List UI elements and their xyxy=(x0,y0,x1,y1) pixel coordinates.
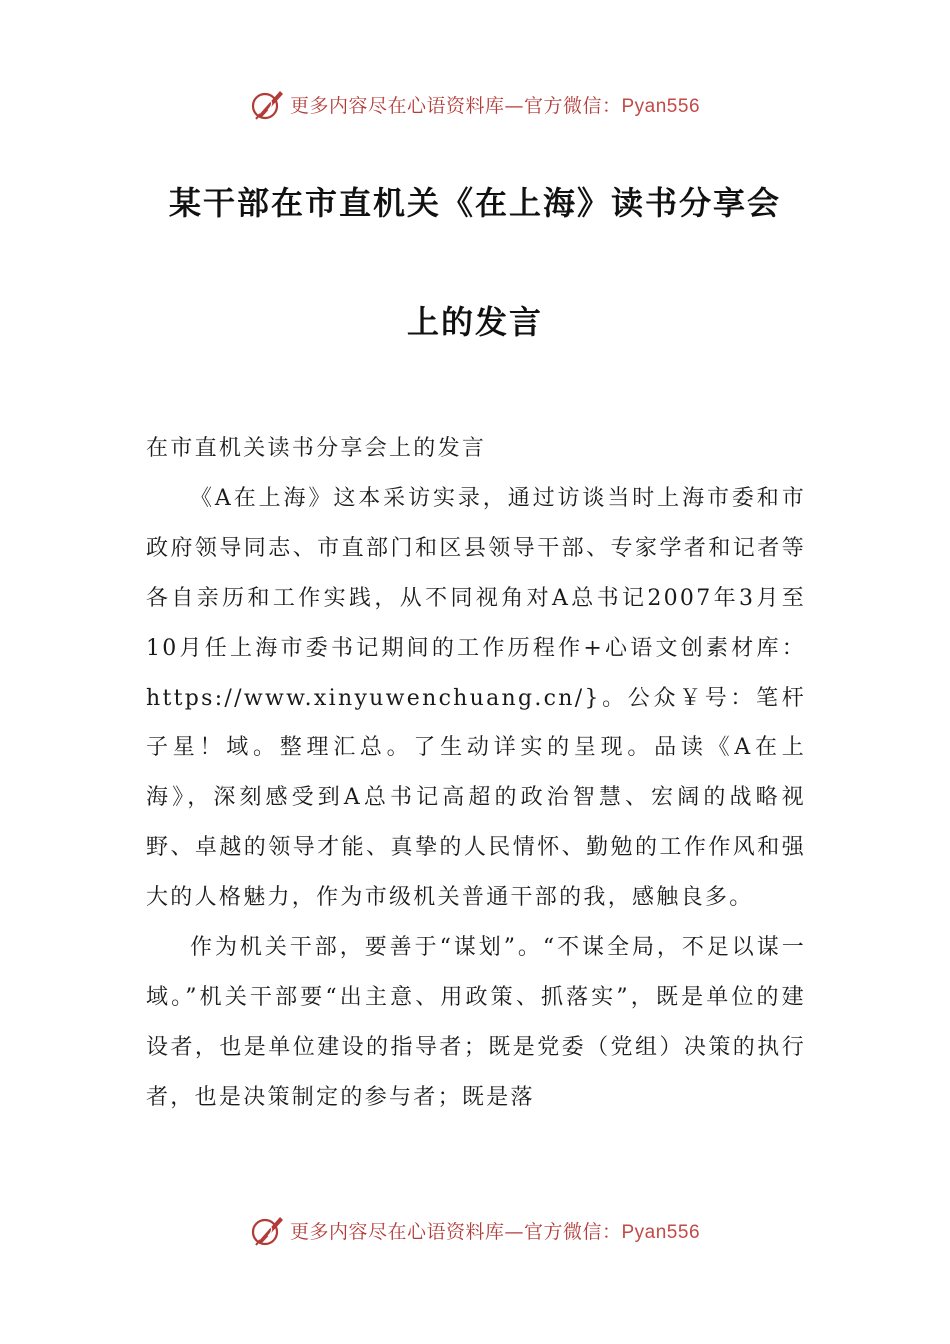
wechat-id: Pyan556 xyxy=(621,95,701,117)
document-title-line-2: 上的发言 xyxy=(406,303,543,341)
document-title-line-1: 某干部在市直机关《在上海》读书分享会 xyxy=(168,184,781,222)
quill-pen-logo-icon xyxy=(250,1212,286,1248)
paragraph: 作为机关干部，要善于“谋划”。“不谋全局，不足以谋一域。”机关干部要“出主意、用政策、抓落实”，既是单位的建设者，也是单位建设的指导者；既是党委（党组）决策的执行者，也是决策制定的参与者；既是落 xyxy=(146,935,806,1110)
header-banner xyxy=(0,82,950,126)
banner-text: 更多内容尽在心语资料库—官方微信：Pyan556 xyxy=(289,94,701,117)
footer-banner xyxy=(0,1208,950,1252)
wechat-id: Pyan556 xyxy=(621,1221,701,1243)
paragraph-subtitle: 在市直机关读书分享会上的发言 xyxy=(146,436,487,461)
document-body xyxy=(146,424,806,1123)
quill-pen-logo-icon xyxy=(250,86,286,122)
paragraph: 《A在上海》这本采访实录，通过访谈当时上海市委和市政府领导同志、市直部门和区县领导干部、专家学者和记者等各自亲历和工作实践，从不同视角对A总书记2007年3月至10月任上海市委书记期间的工作历程作+心语文创素材库：https://www.xinyuwenchuang.cn/}。公众￥号：笔杆子星！域。整理汇总。了生动详实的呈现。品读《A在上海》，深刻感受到A总书记高超的政治智慧、宏阔的战略视野、卓越的领导才能、真挚的人民情怀、勤勉的工作作风和强大的人格魅力，作为市级机关普通干部的我，感触良多。 xyxy=(146,485,806,911)
banner-text: 更多内容尽在心语资料库—官方微信：Pyan556 xyxy=(289,1220,701,1243)
